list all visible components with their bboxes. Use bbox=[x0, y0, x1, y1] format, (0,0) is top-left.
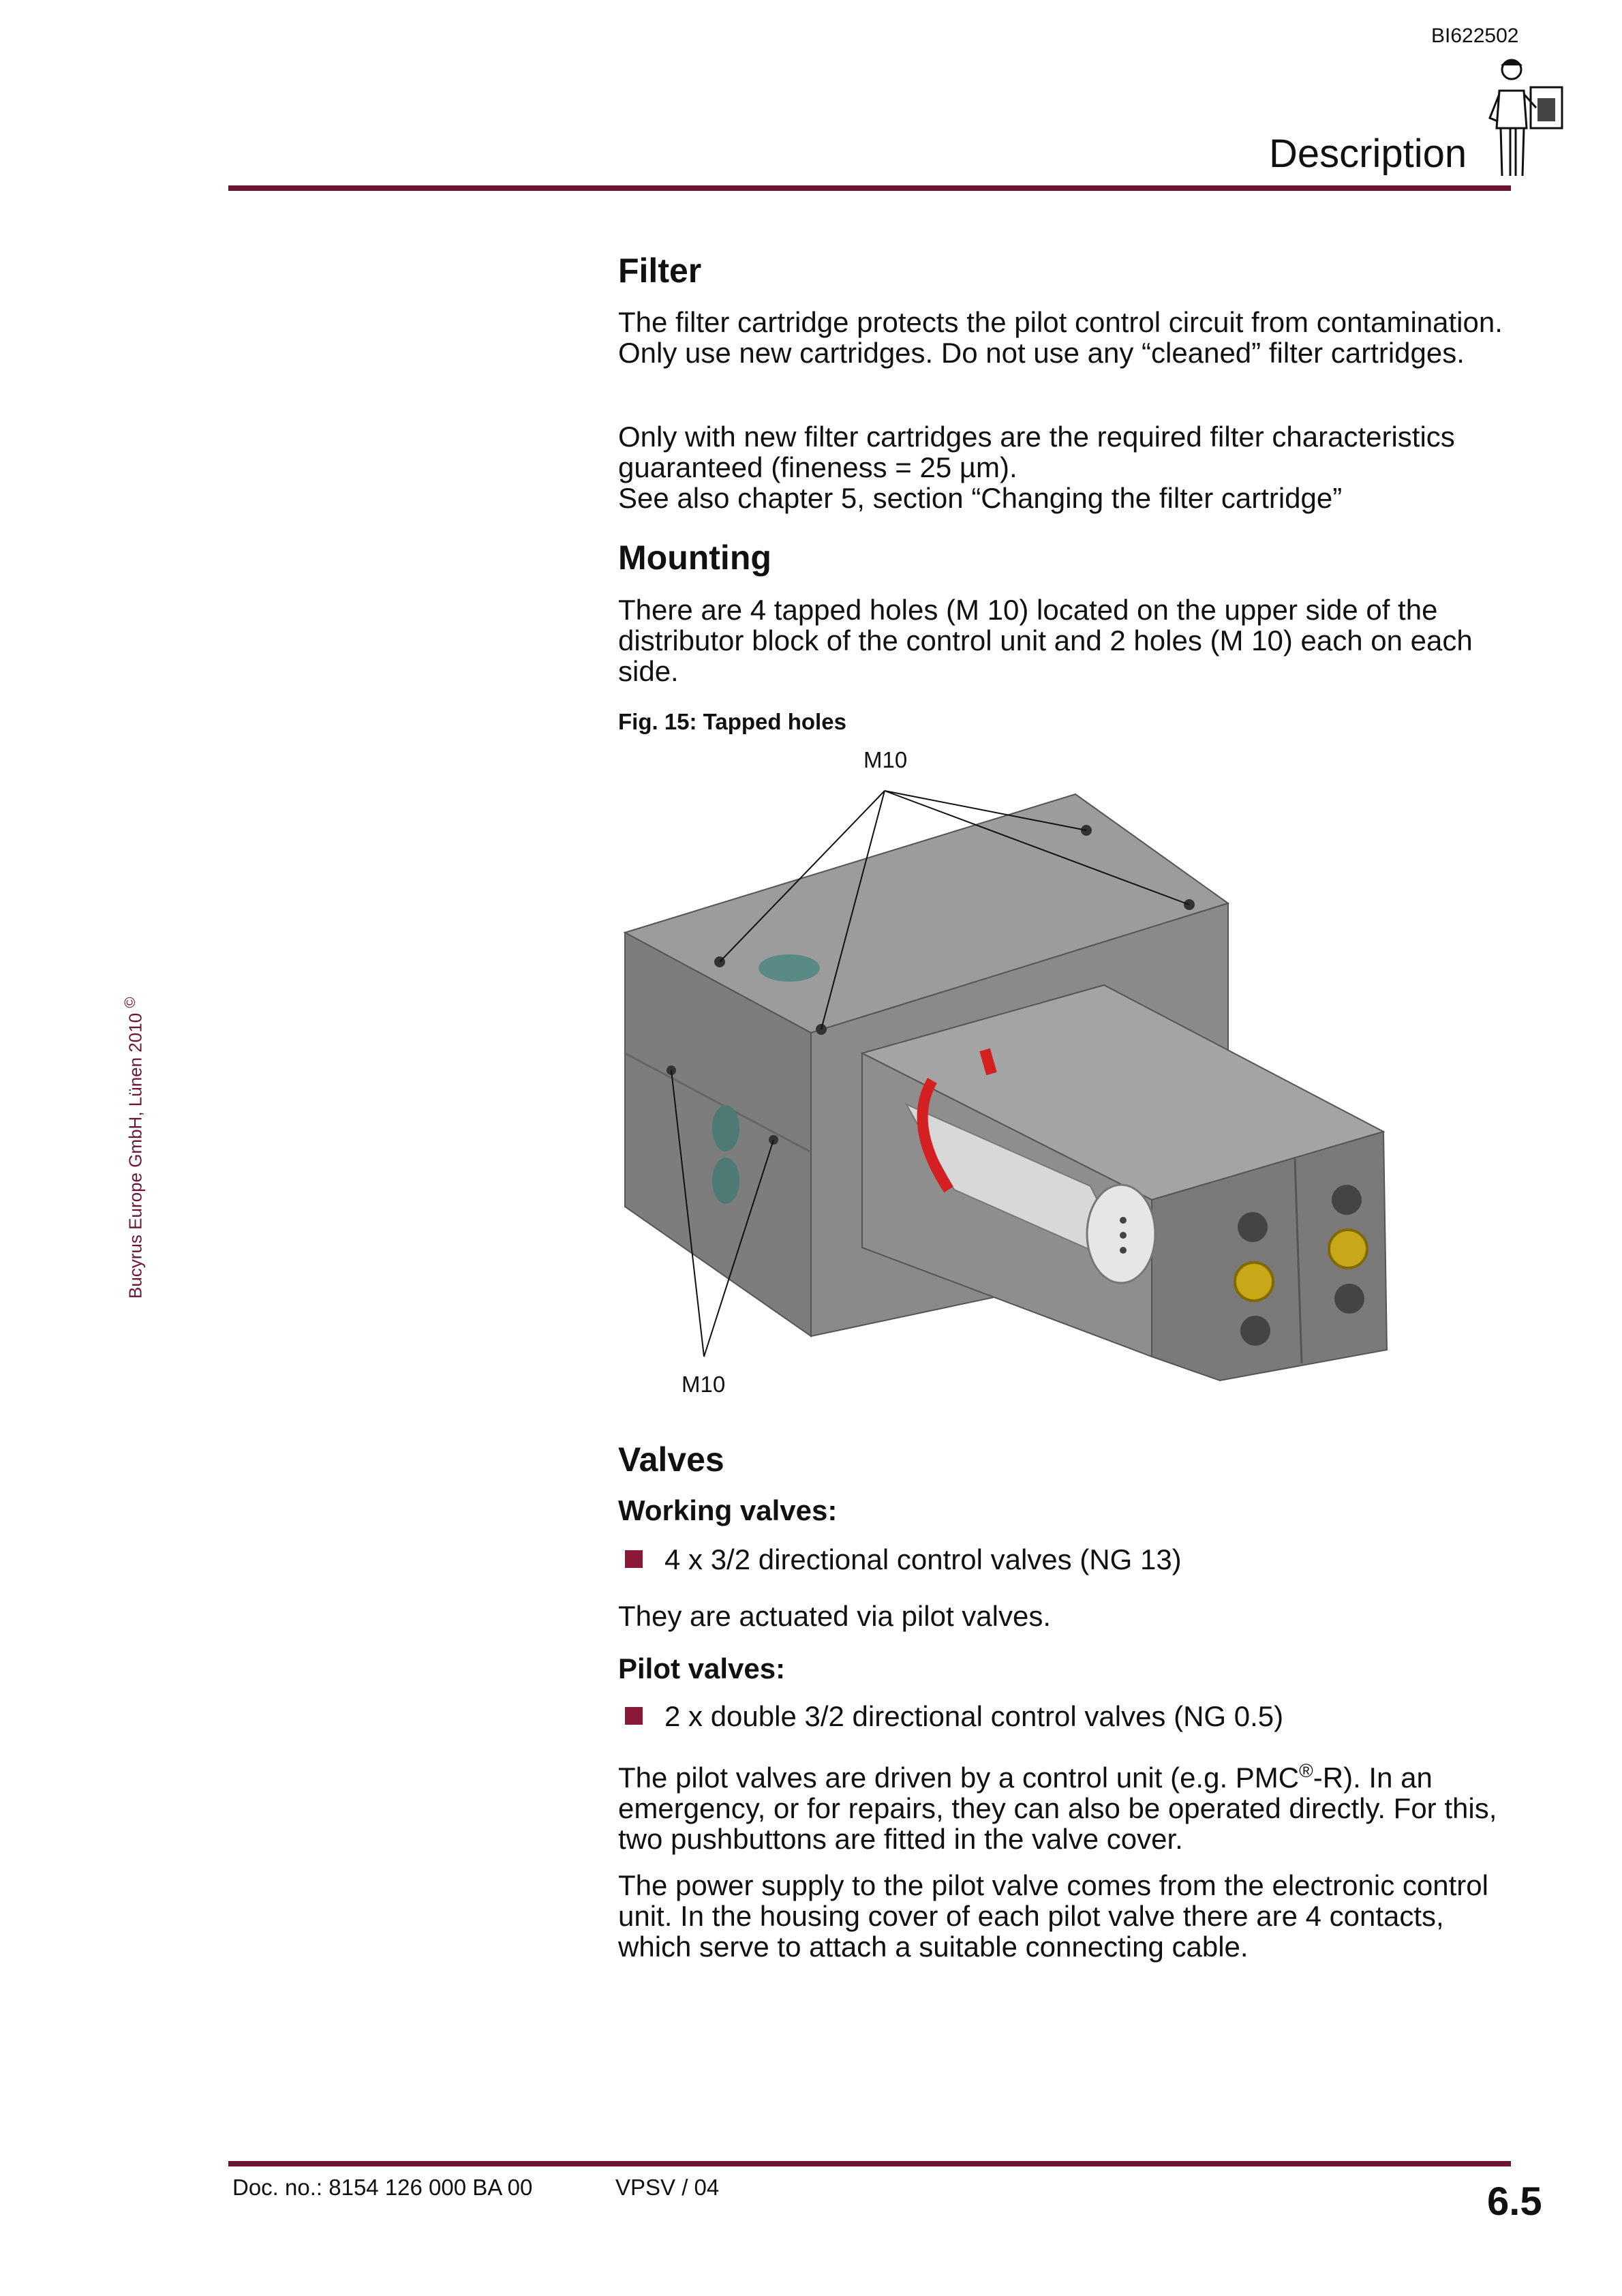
figure-caption: Fig. 15: Tapped holes bbox=[618, 709, 846, 734]
filter-para-1: The filter cartridge protects the pilot control circuit from contamination. Only use new cartridges. Do not use any “cleaned” filter cartridges. bbox=[618, 306, 1503, 369]
working-valves-note: They are actuated via pilot valves. bbox=[618, 1600, 1052, 1632]
bullet-square-icon bbox=[625, 1707, 643, 1725]
bullet-square-icon bbox=[625, 1550, 643, 1568]
m10-label-bottom: M10 bbox=[682, 1372, 726, 1397]
worker-with-clipboard-icon bbox=[1486, 53, 1567, 183]
valve-block-illustration bbox=[617, 746, 1407, 1401]
m10-label-top: M10 bbox=[863, 747, 908, 772]
footer-version: VPSV / 04 bbox=[615, 2175, 720, 2200]
mounting-para: There are 4 tapped holes (M 10) located on the upper side of the distributor block of the control unit and 2 holes (M 10) each on each side. bbox=[618, 594, 1473, 687]
valves-heading: Valves bbox=[618, 1440, 724, 1479]
connector-gold-left bbox=[1235, 1263, 1273, 1301]
section-title: Description bbox=[1269, 132, 1467, 176]
working-valves-bullet: 4 x 3/2 directional control valves (NG 13) bbox=[625, 1543, 1182, 1576]
working-valves-heading: Working valves: bbox=[618, 1494, 838, 1526]
pilot-valves-bullet: 2 x double 3/2 directional control valves (NG 0.5) bbox=[625, 1700, 1283, 1733]
mounting-heading: Mounting bbox=[618, 539, 771, 577]
pilot-valves-para-1: The pilot valves are driven by a control unit (e.g. PMC®-R). In an emergency, or for repairs, they can also be operated directly. For this, two pushbuttons are fitted in the valve cover. bbox=[618, 1760, 1497, 1855]
filter-heading: Filter bbox=[618, 252, 702, 290]
connector-gold-right bbox=[1329, 1230, 1367, 1268]
doc-id: BI622502 bbox=[1431, 25, 1519, 47]
copyright-notice: Bucyrus Europe GmbH, Lünen 2010 © bbox=[121, 997, 146, 1299]
pilot-valves-para-2: The power supply to the pilot valve comes from the electronic control unit. In the housing cover of each pilot valve there are 4 contacts, which serve to attach a suitable connecting cable. bbox=[618, 1869, 1488, 1963]
filter-para-2: Only with new filter cartridges are the required filter characteristics guaranteed (fineness = 25 µm). See also chapter 5, section “Changing the filter cartridge” bbox=[618, 421, 1455, 514]
teal-plug-top bbox=[759, 954, 820, 982]
footer-doc-no: Doc. no.: 8154 126 000 BA 00 bbox=[232, 2175, 533, 2200]
pilot-valves-heading: Pilot valves: bbox=[618, 1652, 786, 1685]
footer-rule bbox=[228, 2161, 1511, 2166]
page-number: 6.5 bbox=[1487, 2179, 1542, 2224]
header-rule bbox=[228, 185, 1511, 191]
